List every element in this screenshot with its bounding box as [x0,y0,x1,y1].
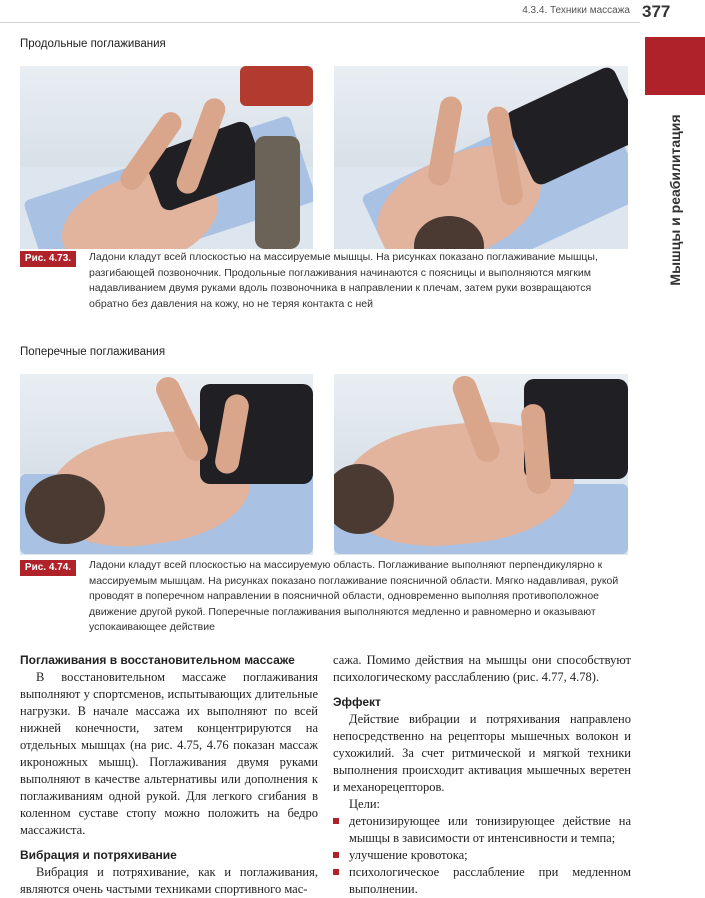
photo-transverse-1 [20,374,313,555]
bullet-square-icon [333,869,339,875]
body-column-left [20,652,318,898]
paragraph-vibration: Вибрация и потряхивание, как и поглаживания, являются очень частыми техниками спортивного мас- [20,865,318,896]
running-header: 4.3.4. Техники массажа [522,5,630,16]
list-item: детонизирующее или тонизирующее действие на мышцы в зависимости от интенсивности и темпа; [333,813,631,847]
photo-transverse-2 [334,374,628,555]
figure-label-4-74: Рис. 4.74. [20,560,76,576]
body-column-right [333,652,631,898]
bullet-square-icon [333,818,339,824]
heading-vibration: Вибрация и потряхивание [20,848,177,862]
paragraph-continuation: сажа. Помимо действия на мышцы они способствуют психологическому расслаблению (рис. 4.77, 4.78). [333,653,631,684]
paragraph-stroking-recovery: В восстановительном массаже поглаживания выполняют у спортсменов, испытывающих длительные нагрузки. В начале массажа их выполняют по всей нижней конечности, затем концентрируются на отдельных мышцах (на рис. 4.75, 4.76 показан массаж икроножных мышц). Поглаживания двумя руками выполняют в качестве альтернативы или дополнения к поглаживаниям одной рукой. Для легкого сгибания в коленном суставе стопу можно положить на бедро массажиста. [20,670,318,837]
photo-longitudinal-2 [334,66,628,249]
figure-label-4-73: Рис. 4.73. [20,251,76,267]
header-rule [0,22,640,23]
section-title-transverse: Поперечные поглаживания [20,346,166,358]
goals-label: Цели: [349,797,380,811]
goals-list [333,813,631,898]
chapter-side-title: Мышцы и реабилитация [667,114,683,286]
section-title-longitudinal: Продольные поглаживания [20,38,166,50]
heading-effect: Эффект [333,695,381,709]
bullet-square-icon [333,852,339,858]
figure-caption-4-73: Ладони кладут всей плоскостью на массируемые мышцы. На рисунках показано поглаживание мышцы, разгибающей позвоночник. Продольные поглаживания начинаются с поясницы и выполняются мягким надавливанием двумя руками вдоль позвоночника в направлении к плечам, затем руки возвращаются обратно без давления на кожу, но не теряя контакта с ней [89,251,598,310]
chapter-tab-marker [645,37,705,95]
photo-longitudinal-1 [20,66,313,249]
list-item: улучшение кровотока; [333,847,631,864]
heading-stroking-recovery: Поглаживания в восстановительном массаже [20,653,295,667]
page-number: 377 [642,2,671,21]
list-item: психологическое расслабление при медленном выполнении. [333,864,631,898]
figure-caption-4-74: Ладони кладут всей плоскостью на массируемую область. Поглаживание выполняют перпендикулярно к массируемым мышцам. На рисунках показано поглаживание поясничной области. Мягко надавливая, рукой проводят в поперечном направлении в поясничной области, одновременно выполняя противоположное движение другой рукой. Поперечные поглаживания выполняются медленно и равномерно и оказывают успокаивающее действие [89,559,619,633]
chapter-side-title-container [645,100,705,300]
paragraph-effect: Действие вибрации и потряхивания направлено непосредственно на рецепторы мышечных волокон и сухожилий. За счет ритмической и мягкой техники выполнения происходит активация мышечных веретен и механорецепторов. [333,712,631,794]
